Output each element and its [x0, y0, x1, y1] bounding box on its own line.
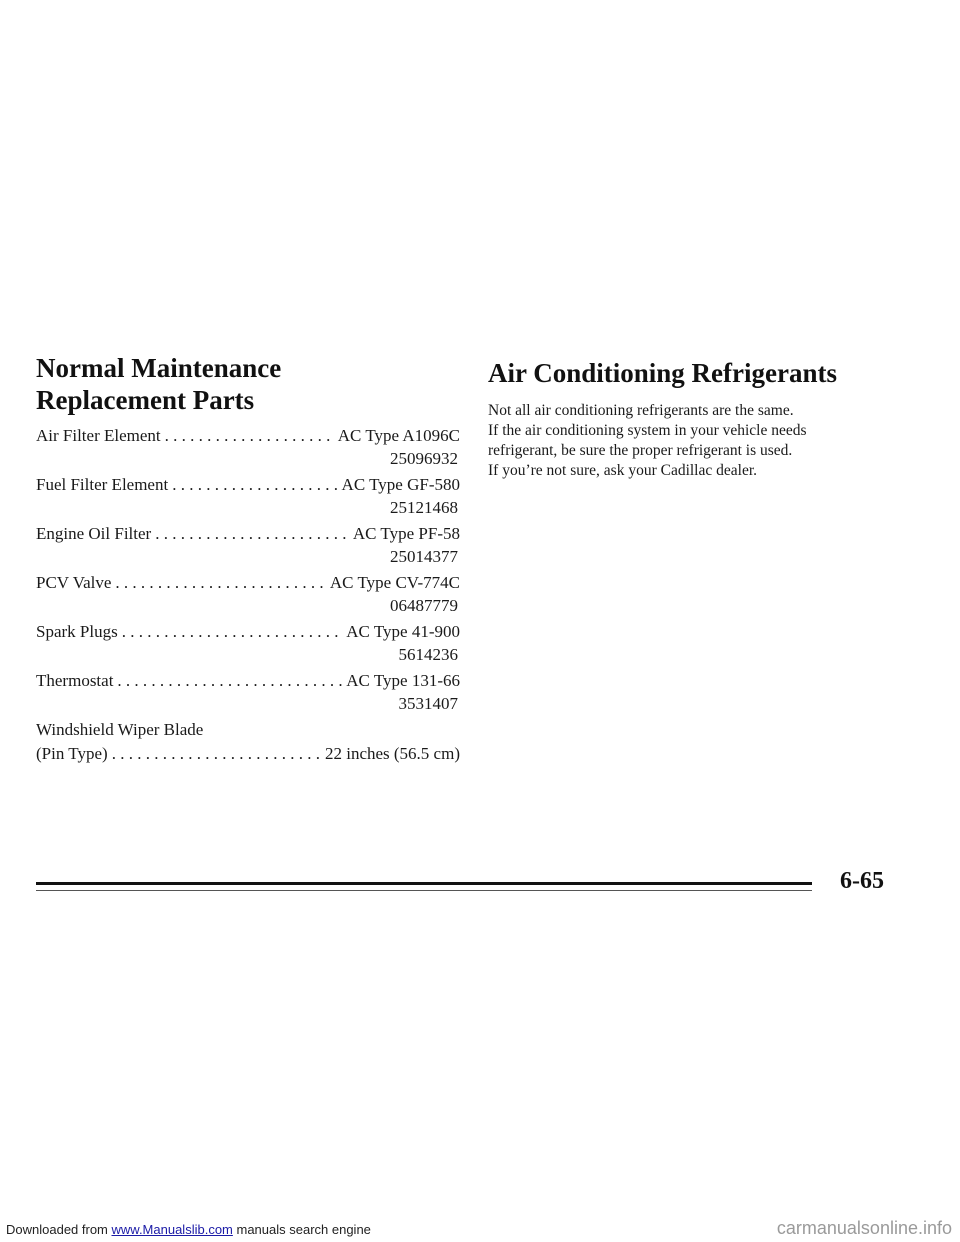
parts-list — [36, 424, 460, 766]
dot-leader — [155, 522, 349, 546]
footer-rule — [36, 882, 812, 885]
part-row — [36, 742, 460, 766]
maintenance-parts-section — [36, 352, 460, 766]
dot-leader — [122, 620, 343, 644]
part-name: Engine Oil Filter — [36, 524, 152, 543]
dot-leader — [117, 669, 342, 693]
ac-line: If the air conditioning system in your vehicle needs — [488, 422, 807, 439]
ac-refrigerants-title: Air Conditioning Refrigerants — [488, 358, 837, 388]
download-banner — [6, 1222, 371, 1238]
part-number: 5614236 — [398, 645, 458, 664]
part-row — [36, 522, 460, 546]
dot-leader — [165, 424, 334, 448]
part-spec: AC Type PF-58 — [352, 524, 460, 543]
manualslib-link[interactable]: www.Manualslib.com — [111, 1222, 233, 1237]
part-row — [36, 669, 460, 693]
page-number: 6-65 — [840, 868, 884, 894]
ac-line: Not all air conditioning refrigerants are the same. — [488, 402, 794, 419]
ac-refrigerants-section — [488, 357, 888, 481]
part-entry — [36, 571, 460, 617]
part-spec: 22 inches (56.5 cm) — [324, 744, 460, 763]
part-spec: AC Type CV-774C — [329, 573, 460, 592]
part-number: 25121468 — [390, 498, 458, 517]
part-name: PCV Valve — [36, 573, 112, 592]
part-number: 06487779 — [390, 596, 458, 615]
ac-line: If you’re not sure, ask your Cadillac dealer. — [488, 462, 758, 479]
part-name: (Pin Type) — [36, 744, 108, 763]
footer-rule-thin — [36, 890, 812, 891]
ac-paragraph — [488, 401, 868, 481]
part-row — [36, 424, 460, 448]
part-number: 3531407 — [398, 694, 458, 713]
part-name: Fuel Filter Element — [36, 475, 169, 494]
part-number: 25014377 — [390, 547, 458, 566]
part-entry — [36, 473, 460, 519]
banner-prefix: Downloaded from — [6, 1222, 112, 1237]
watermark: carmanualsonline.info — [776, 1218, 952, 1238]
part-row — [36, 571, 460, 595]
ac-line: refrigerant, be sure the proper refrigerant is used. — [488, 442, 793, 459]
part-row — [36, 473, 460, 497]
part-name: Spark Plugs — [36, 622, 118, 641]
part-name: Air Filter Element — [36, 426, 161, 445]
banner-suffix: manuals search engine — [232, 1222, 371, 1237]
wiper-entry — [36, 718, 460, 766]
part-spec: AC Type GF-580 — [341, 475, 460, 494]
part-spec: AC Type 41-900 — [346, 622, 460, 641]
part-entry — [36, 522, 460, 568]
part-spec: AC Type A1096C — [337, 426, 460, 445]
maintenance-parts-title: Normal Maintenance Replacement Parts — [36, 353, 282, 415]
dot-leader — [115, 571, 325, 595]
part-spec: AC Type 131-66 — [346, 671, 460, 690]
part-entry — [36, 669, 460, 715]
dot-leader — [112, 742, 321, 766]
part-number: 25096932 — [390, 449, 458, 468]
part-row — [36, 620, 460, 644]
dot-leader — [172, 473, 337, 497]
part-name: Thermostat — [36, 671, 114, 690]
part-entry — [36, 620, 460, 666]
wiper-label: Windshield Wiper Blade — [36, 720, 204, 739]
part-entry — [36, 424, 460, 470]
